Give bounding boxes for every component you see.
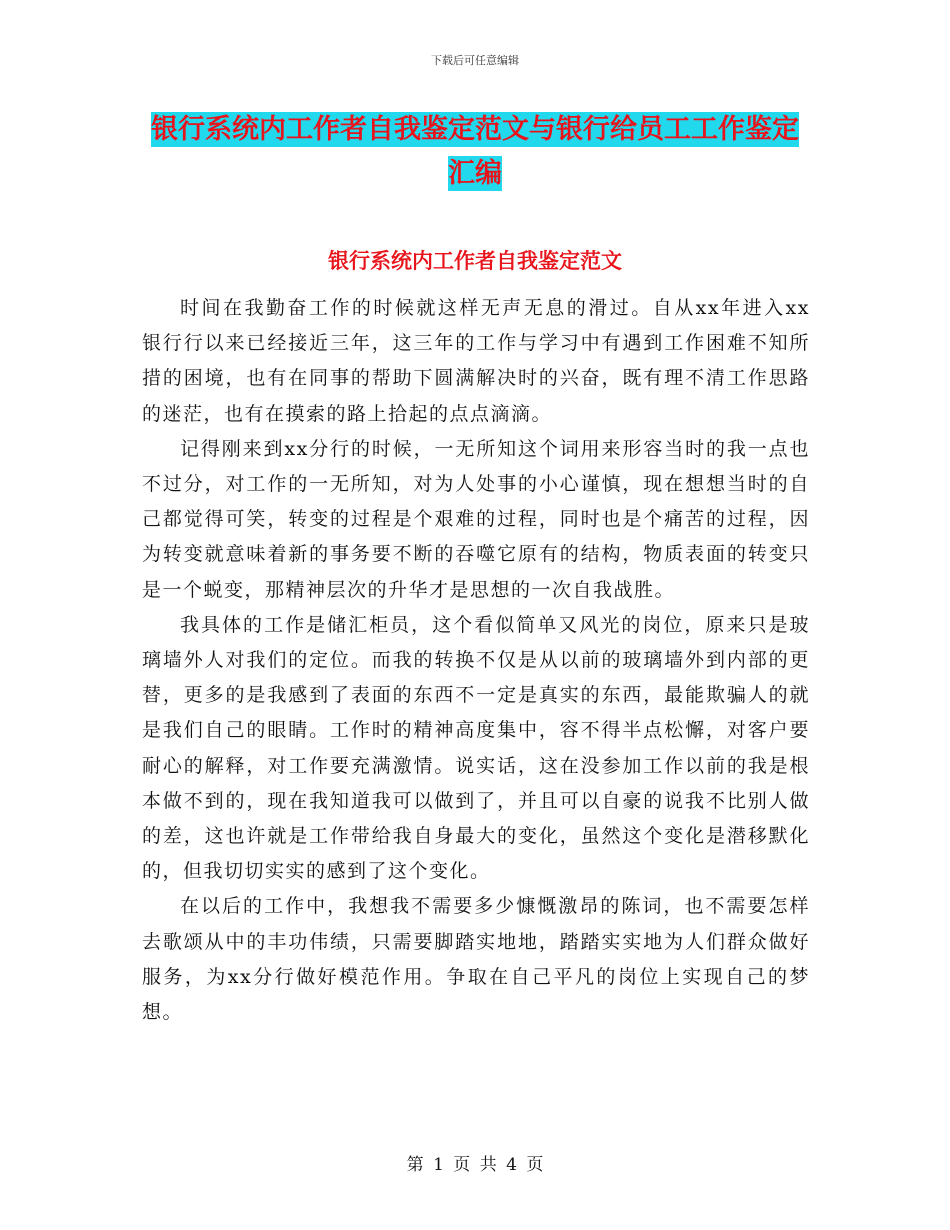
page-number-footer: 第 1 页 共 4 页 [406, 1155, 544, 1175]
body-paragraph-3: 我具体的工作是储汇柜员，这个看似简单又风光的岗位，原来只是玻璃墙外人对我们的定位。而我的转换不仅是从以前的玻璃墙外到内部的更替，更多的是我感到了表面的东西不一定是真实的东西，最能欺骗人的就是我们自己的眼睛。工作时的精神高度集中，容不得半点松懈，对客户要耐心的解释，对工作要充满激情。说实话，这在没参加工作以前的我是根本做不到的，现在我知道我可以做到了，并且可以自豪的说我不比别人做的差，这也许就是工作带给我自身最大的变化，虽然这个变化是潜移默化的，但我切切实实的感到了这个变化。 [142, 613, 810, 883]
document-body [142, 291, 810, 1030]
section-title: 银行系统内工作者自我鉴定范文 [328, 248, 622, 273]
document-title-highlight: 银行系统内工作者自我鉴定范文与银行给员工工作鉴定汇编 [151, 114, 799, 189]
body-paragraph-4: 在以后的工作中，我想我不需要多少慷慨激昂的陈词，也不需要怎样去歌颂从中的丰功伟绩，只需要脚踏实地地，踏踏实实地为人们群众做好服务，为xx分行做好模范作用。争取在自己平凡的岗位上实现自己的梦想。 [142, 895, 810, 1024]
document-title [140, 108, 810, 196]
page-header-note: 下载后可任意编辑 [431, 54, 519, 67]
body-paragraph-2: 记得刚来到xx分行的时候，一无所知这个词用来形容当时的我一点也不过分，对工作的一无所知，对为人处事的小心谨慎，现在想想当时的自己都觉得可笑，转变的过程是个艰难的过程，同时也是个痛苦的过程，因为转变就意味着新的事务要不断的吞噬它原有的结构，物质表面的转变只是一个蜕变，那精神层次的升华才是思想的一次自我战胜。 [142, 437, 810, 601]
body-paragraph-1: 时间在我勤奋工作的时候就这样无声无息的滑过。自从xx年进入xx 银行行以来已经接近三年，这三年的工作与学习中有遇到工作困难不知所措的困境，也有在同事的帮助下圆满解决时的兴奋，既有理不清工作思路的迷茫，也有在摸索的路上拾起的点点滴滴。 [142, 297, 810, 425]
